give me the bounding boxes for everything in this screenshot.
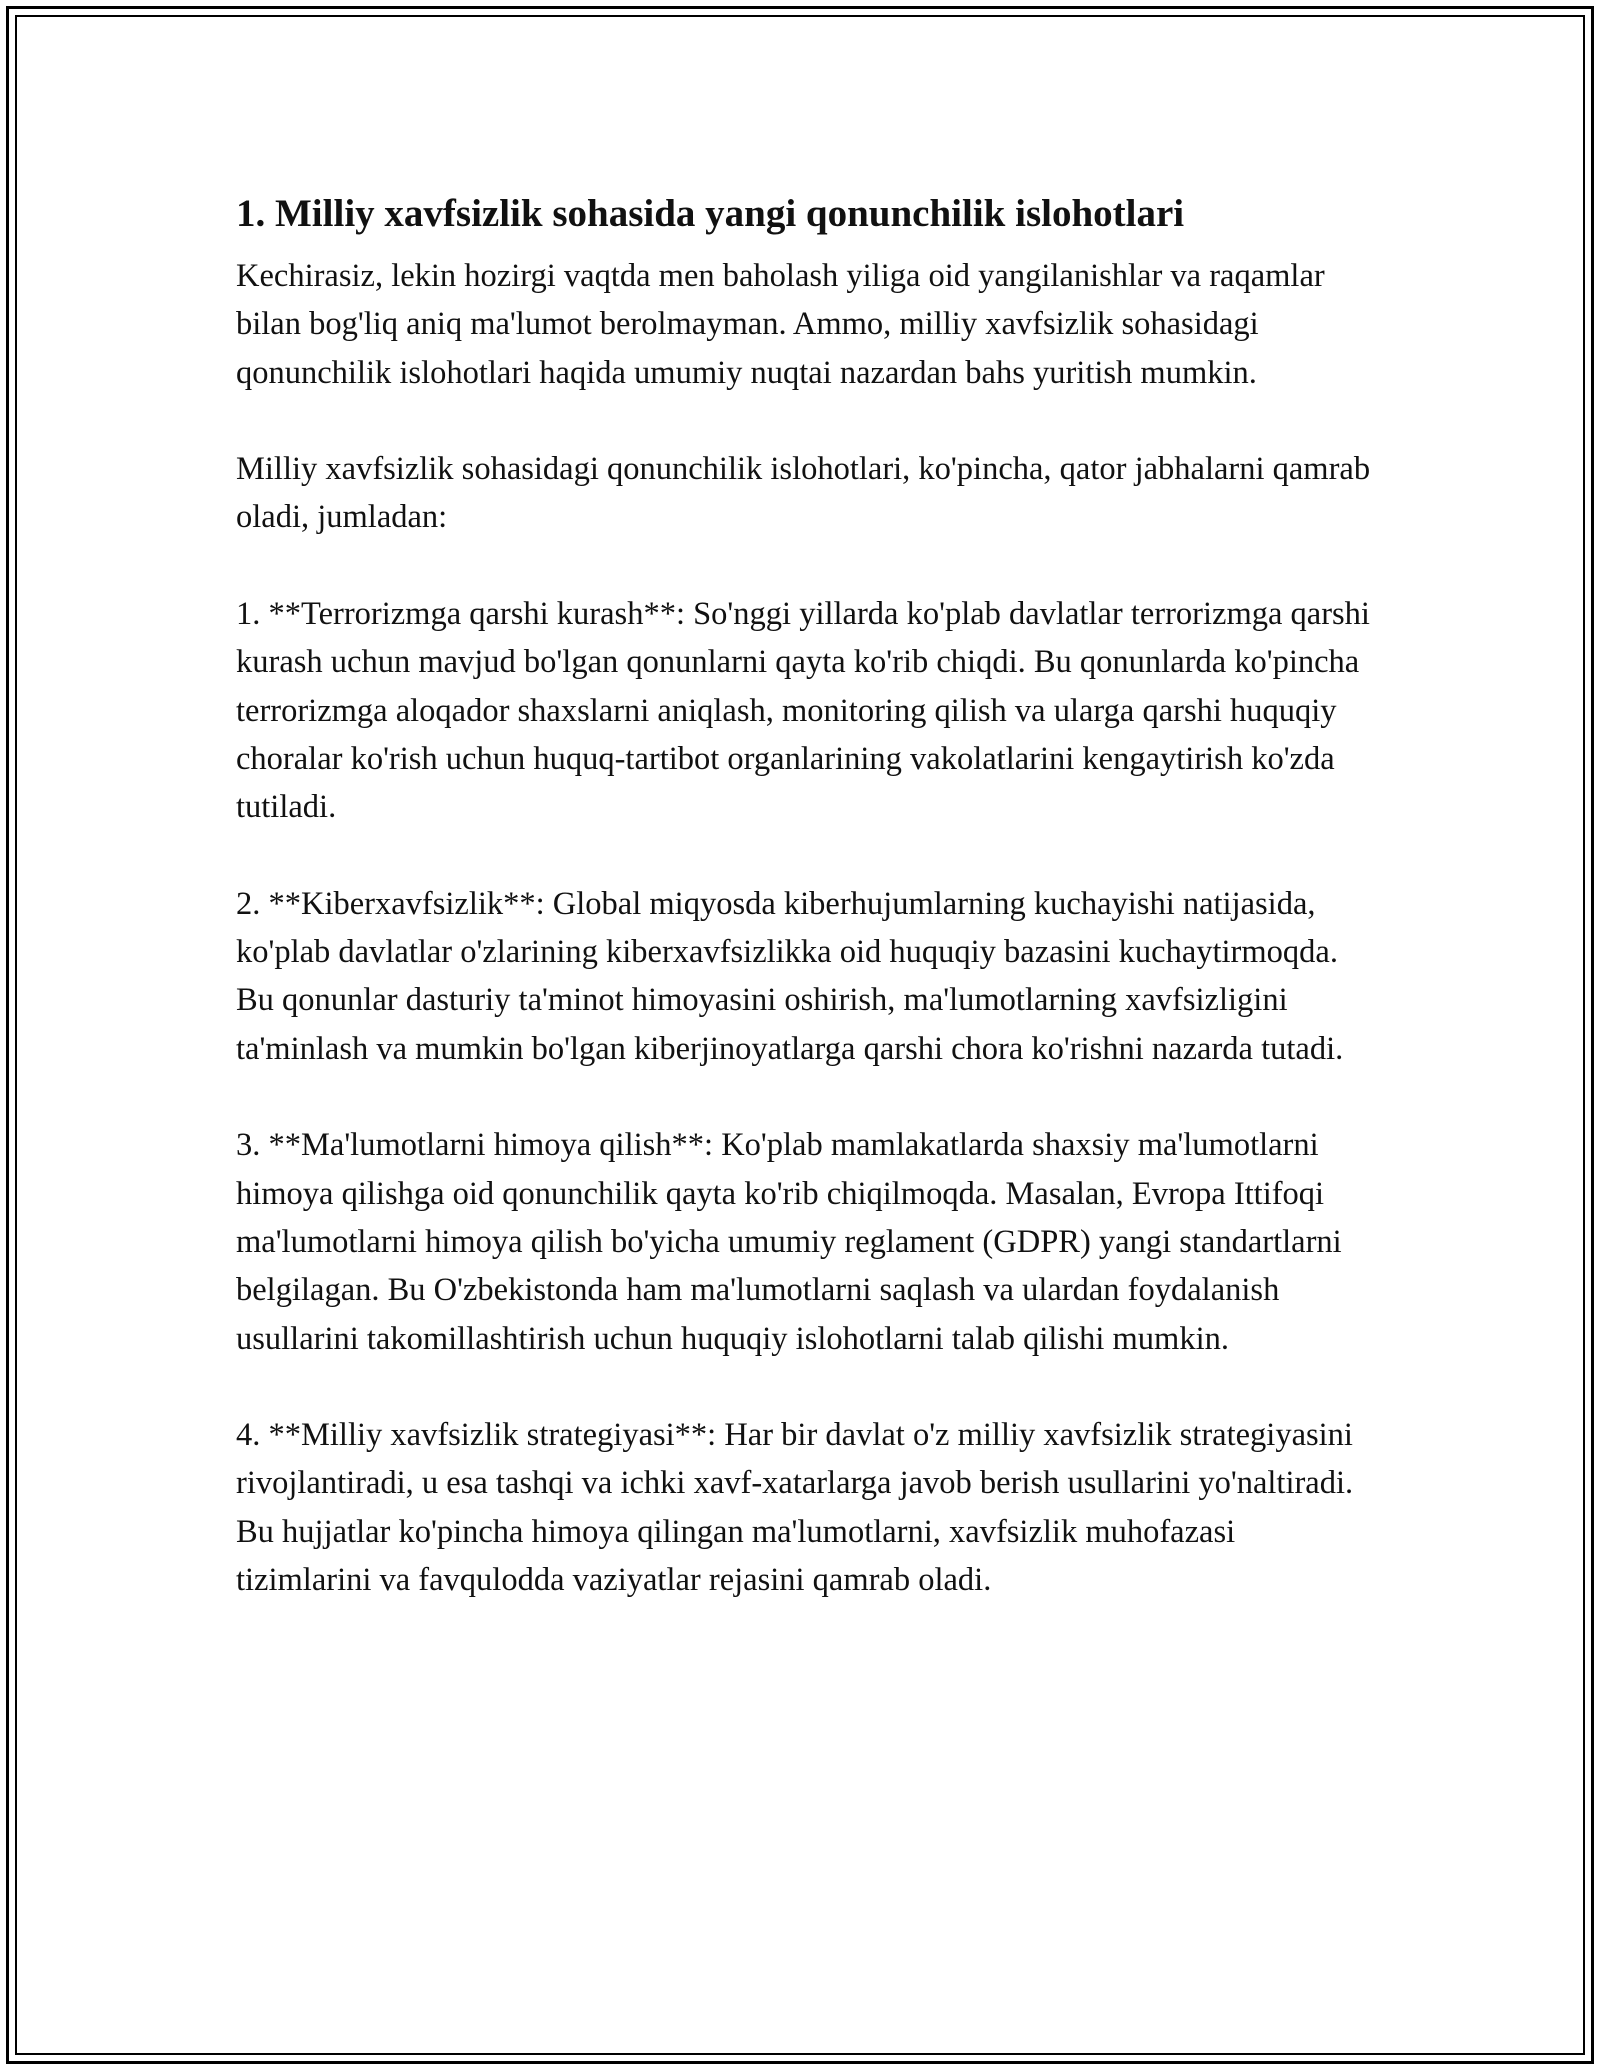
list-item-cybersecurity: 2. **Kiberxavfsizlik**: Global miqyosda kiberhujumlarning kuchayishi natijasida, ko'plab davlatlar o'zlarining kiberxavfsizlikka oid huquqiy bazasini kuchaytirmoqda. Bu qonunlar dasturiy ta'minot himoyasini oshirish, ma'lumotlarning xavfsizligini ta'minlash va mumkin bo'lgan kiberjinoyatlarga qarshi chora ko'rishni nazarda tutadi.	[236, 885, 1344, 1067]
list-item-security-strategy: 4. **Milliy xavfsizlik strategiyasi**: Har bir davlat o'z milliy xavfsizlik strategiyasini rivojlantiradi, u esa tashqi va ichki xavf-xatarlarga javob berish usullarini yo'naltiradi. Bu hujjatlar ko'pincha himoya qilingan ma'lumotlarni, xavfsizlik muhofazasi tizimlarini va favqulodda vaziyatlar rejasini qamrab oladi.	[236, 1417, 1354, 1599]
list-item-terrorism: 1. **Terrorizmga qarshi kurash**: So'nggi yillarda ko'plab davlatlar terrorizmga qarshi kurash uchun mavjud bo'lgan qonunlarni qayta ko'rib chiqdi. Bu qonunlarda ko'pincha terrorizmga aloqador shaxslarni aniqlash, monitoring qilish va ularga qarshi huquqiy choralar ko'rish uchun huquq-tartibot organlarining vakolatlarini kengaytirish ko'zda tutiladi.	[236, 596, 1370, 826]
list-item-data-protection: 3. **Ma'lumotlarni himoya qilish**: Ko'plab mamlakatlarda shaxsiy ma'lumotlarni himoya qilishga oid qonunchilik qayta ko'rib chiqilmoqda. Masalan, Evropa Ittifoqi ma'lumotlarni himoya qilish bo'yicha umumiy reglament (GDPR) yangi standartlarni belgilagan. Bu O'zbekistonda ham ma'lumotlarni saqlash va ulardan foydalanish usullarini takomillashtirish uchun huquqiy islohotlarni talab qilishi mumkin.	[236, 1127, 1342, 1357]
intro-paragraph: Kechirasiz, lekin hozirgi vaqtda men baholash yiliga oid yangilanishlar va raqamlar bilan bog'liq aniq ma'lumot berolmayman. Ammo, milliy xavfsizlik sohasidagi qonunchilik islohotlari haqida umumiy nuqtai nazardan bahs yuritish mumkin.	[236, 258, 1325, 391]
lead-in-paragraph: Milliy xavfsizlik sohasidagi qonunchilik islohotlari, ko'pincha, qator jabhalarni qamrab oladi, jumladan:	[236, 451, 1371, 536]
document-title: 1. Milliy xavfsizlik sohasida yangi qonunchilik islohotlari	[236, 192, 1185, 235]
document-body	[236, 184, 1376, 1653]
